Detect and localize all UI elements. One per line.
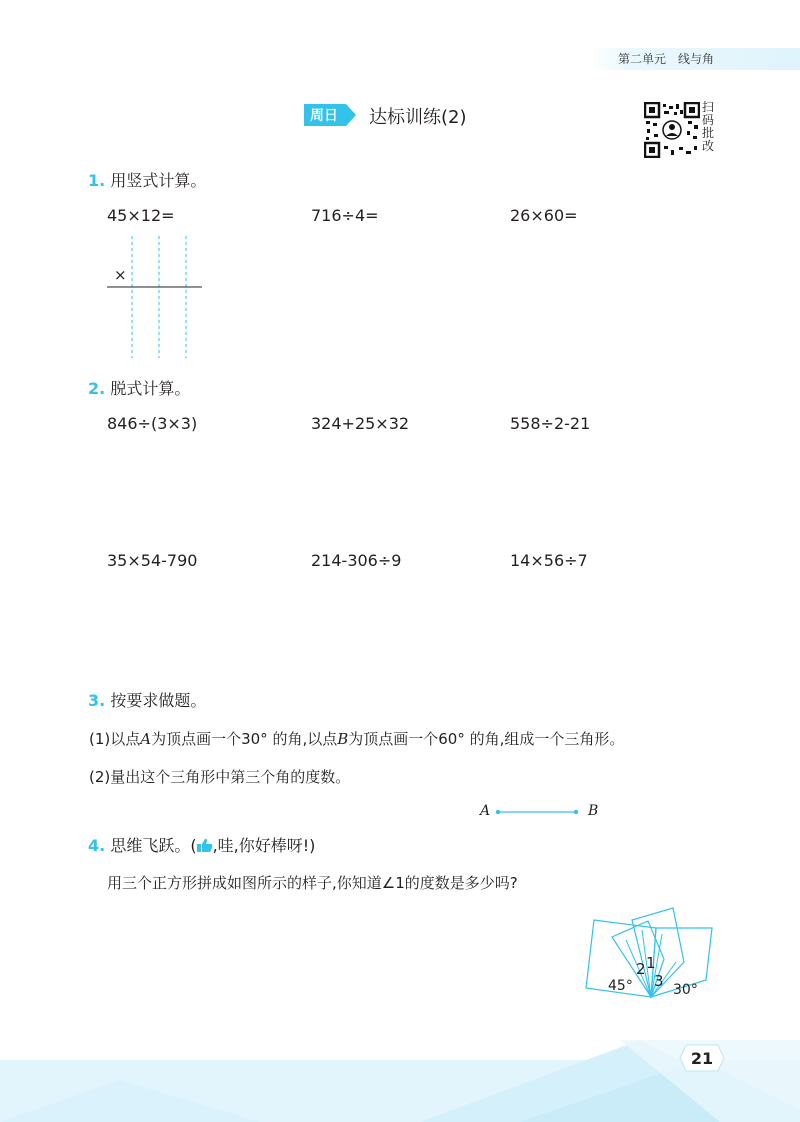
segment-ab [494, 806, 582, 818]
q2-expr-4: 35×54-790 [107, 551, 198, 570]
q1-expr-2: 716÷4= [311, 206, 379, 225]
page-number: 21 [690, 1048, 714, 1068]
angle-3-label: 3 [654, 972, 664, 990]
three-squares-figure [576, 900, 720, 1004]
running-header [606, 50, 714, 67]
angle-1-label: 1 [646, 954, 656, 972]
qr-label: 扫 码 批 改 [702, 100, 715, 153]
day-badge: 周日 [304, 103, 346, 127]
vertical-calc-grid [104, 232, 208, 362]
q2-expr-1: 846÷(3×3) [107, 414, 198, 433]
q2-expr-5: 214-306÷9 [311, 551, 402, 570]
question-2-heading: 2. 脱式计算。 [88, 379, 191, 398]
question-3-heading: 3. 按要求做题。 [88, 691, 207, 710]
angle-45-label: 45° [608, 978, 633, 994]
angle-30-label: 30° [673, 982, 698, 998]
header-unit: 第二单元 [617, 52, 666, 66]
point-a-label: A [480, 803, 491, 819]
point-b-label: B [588, 803, 599, 819]
times-sign: × [114, 266, 127, 284]
q3-sub-2: (2)量出这个三角形中第三个角的度数。 [89, 768, 351, 786]
question-1-heading: 1. 用竖式计算。 [88, 171, 207, 190]
angle-2-label: 2 [636, 960, 646, 978]
q2-expr-6: 14×56÷7 [510, 551, 588, 570]
header-topic: 线与角 [677, 52, 714, 66]
q2-expr-2: 324+25×32 [311, 414, 410, 433]
q4-body: 用三个正方形拼成如图所示的样子,你知道∠1的度数是多少吗? [107, 874, 518, 892]
q1-expr-1: 45×12= [107, 206, 175, 225]
page-title: 达标训练(2) [369, 107, 467, 128]
q1-expr-3: 26×60= [510, 206, 578, 225]
qr-code-icon[interactable] [644, 102, 700, 158]
thumbs-up-icon [197, 838, 213, 852]
q2-expr-3: 558÷2-21 [510, 414, 591, 433]
q3-sub-1: (1)以点A为顶点画一个30° 的角,以点B为顶点画一个60° 的角,组成一个三角形。 [89, 730, 625, 748]
question-4-heading: 4. 思维飞跃。( ,哇,你好棒呀!) [88, 836, 316, 855]
